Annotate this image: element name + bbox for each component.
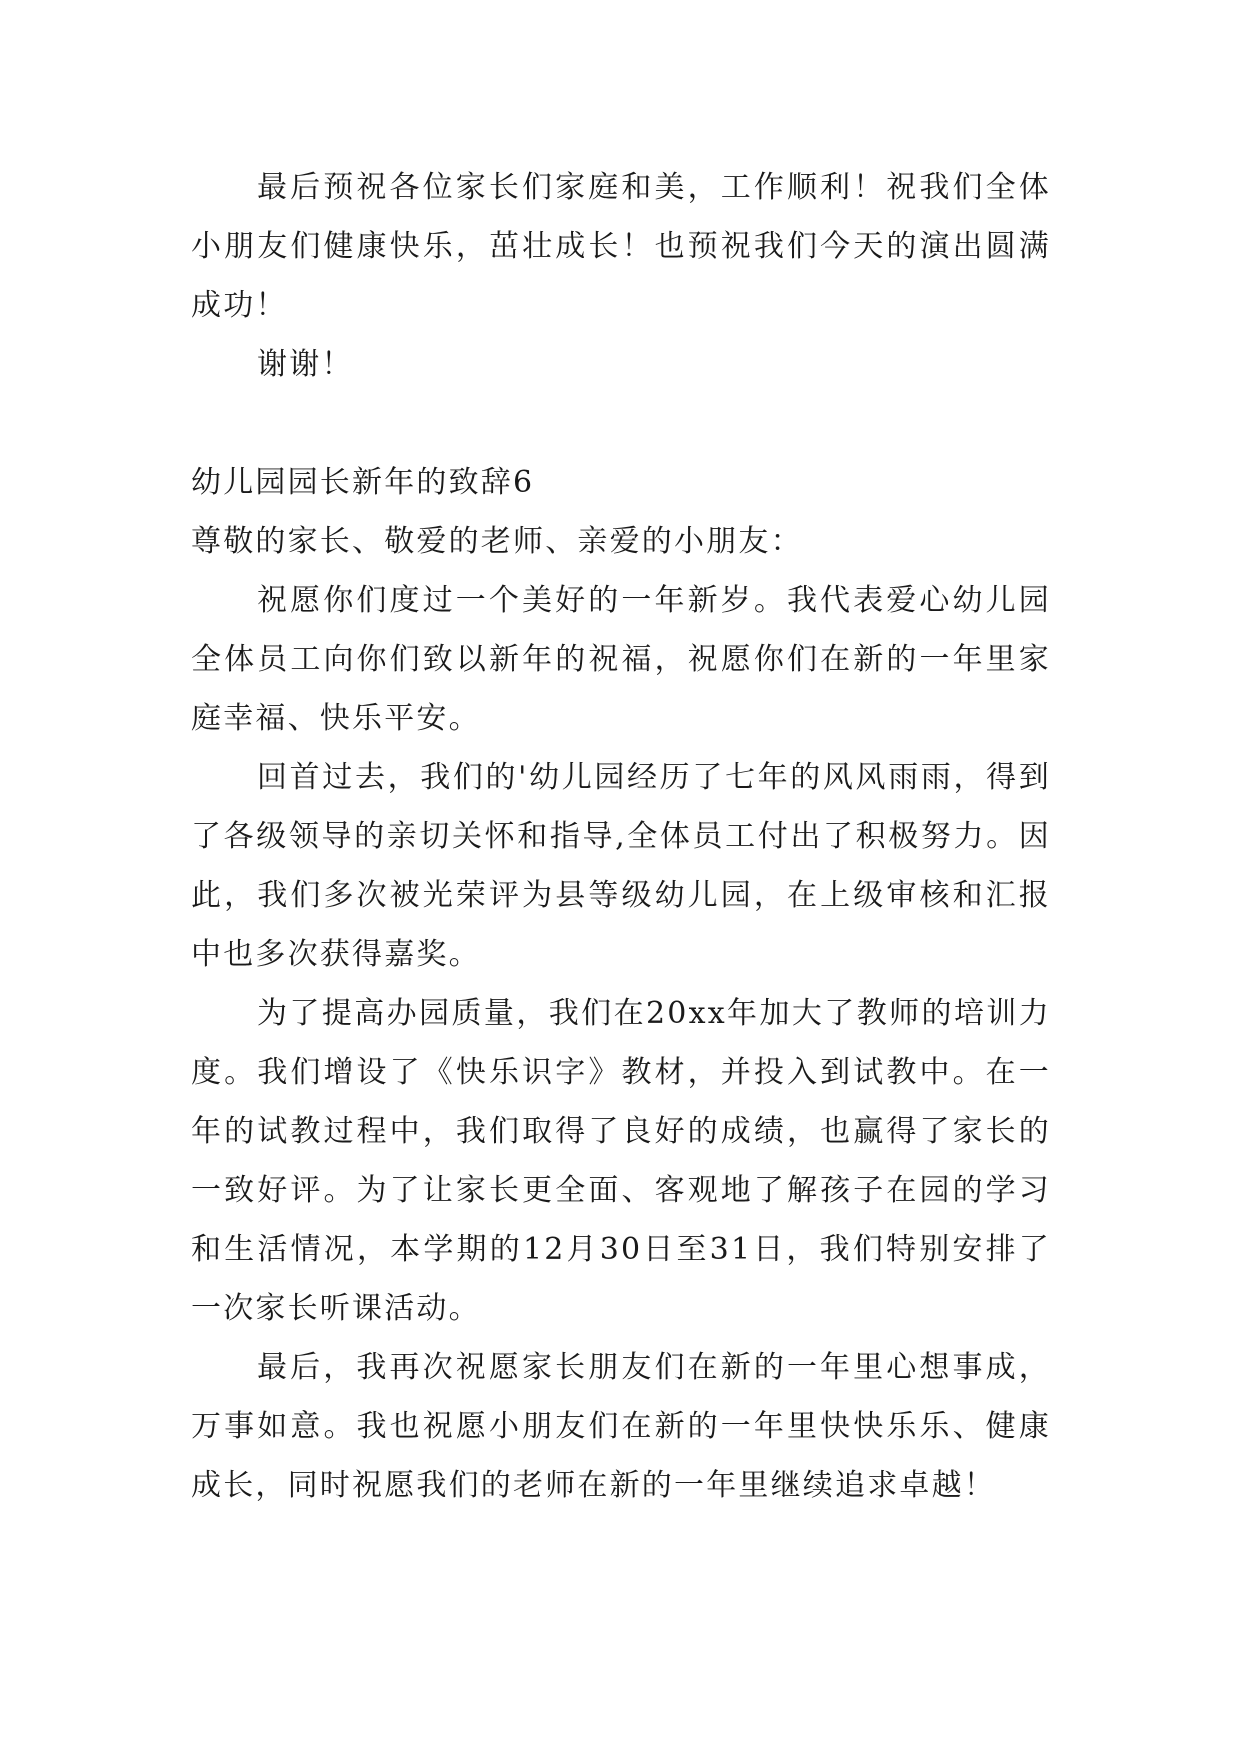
thanks-paragraph: 谢谢！	[257, 347, 354, 382]
document-page	[191, 158, 1051, 1515]
body-paragraph: 为了提高办园质量，我们在20xx年加大了教师的培训力度。我们增设了《快乐识字》教材，并投入到试教中。在一年的试教过程中，我们取得了良好的成绩，也赢得了家长的一致好评。为了让家长更全面、客观地了解孩子在园的学习和生活情况，本学期的12月30日至31日，我们特别安排了一次家长听课活动。	[191, 996, 1051, 1326]
section-spacer	[191, 394, 1051, 453]
section-title: 幼儿园园长新年的致辞6	[191, 465, 535, 500]
body-paragraph: 最后，我再次祝愿家长朋友们在新的一年里心想事成，万事如意。我也祝愿小朋友们在新的一年里快快乐乐、健康成长，同时祝愿我们的老师在新的一年里继续追求卓越！	[191, 1350, 1051, 1503]
salutation: 尊敬的家长、敬爱的老师、亲爱的小朋友：	[191, 524, 803, 559]
body-paragraph: 祝愿你们度过一个美好的一年新岁。我代表爱心幼儿园全体员工向你们致以新年的祝福，祝愿你们在新的一年里家庭幸福、快乐平安。	[191, 583, 1051, 736]
body-paragraph: 回首过去，我们的'幼儿园经历了七年的风风雨雨，得到了各级领导的亲切关怀和指导,全体员工付出了积极努力。因此，我们多次被光荣评为县等级幼儿园，在上级审核和汇报中也多次获得嘉奖。	[191, 760, 1051, 972]
closing-paragraph: 最后预祝各位家长们家庭和美，工作顺利！祝我们全体小朋友们健康快乐，茁壮成长！也预祝我们今天的演出圆满成功！	[191, 170, 1051, 323]
